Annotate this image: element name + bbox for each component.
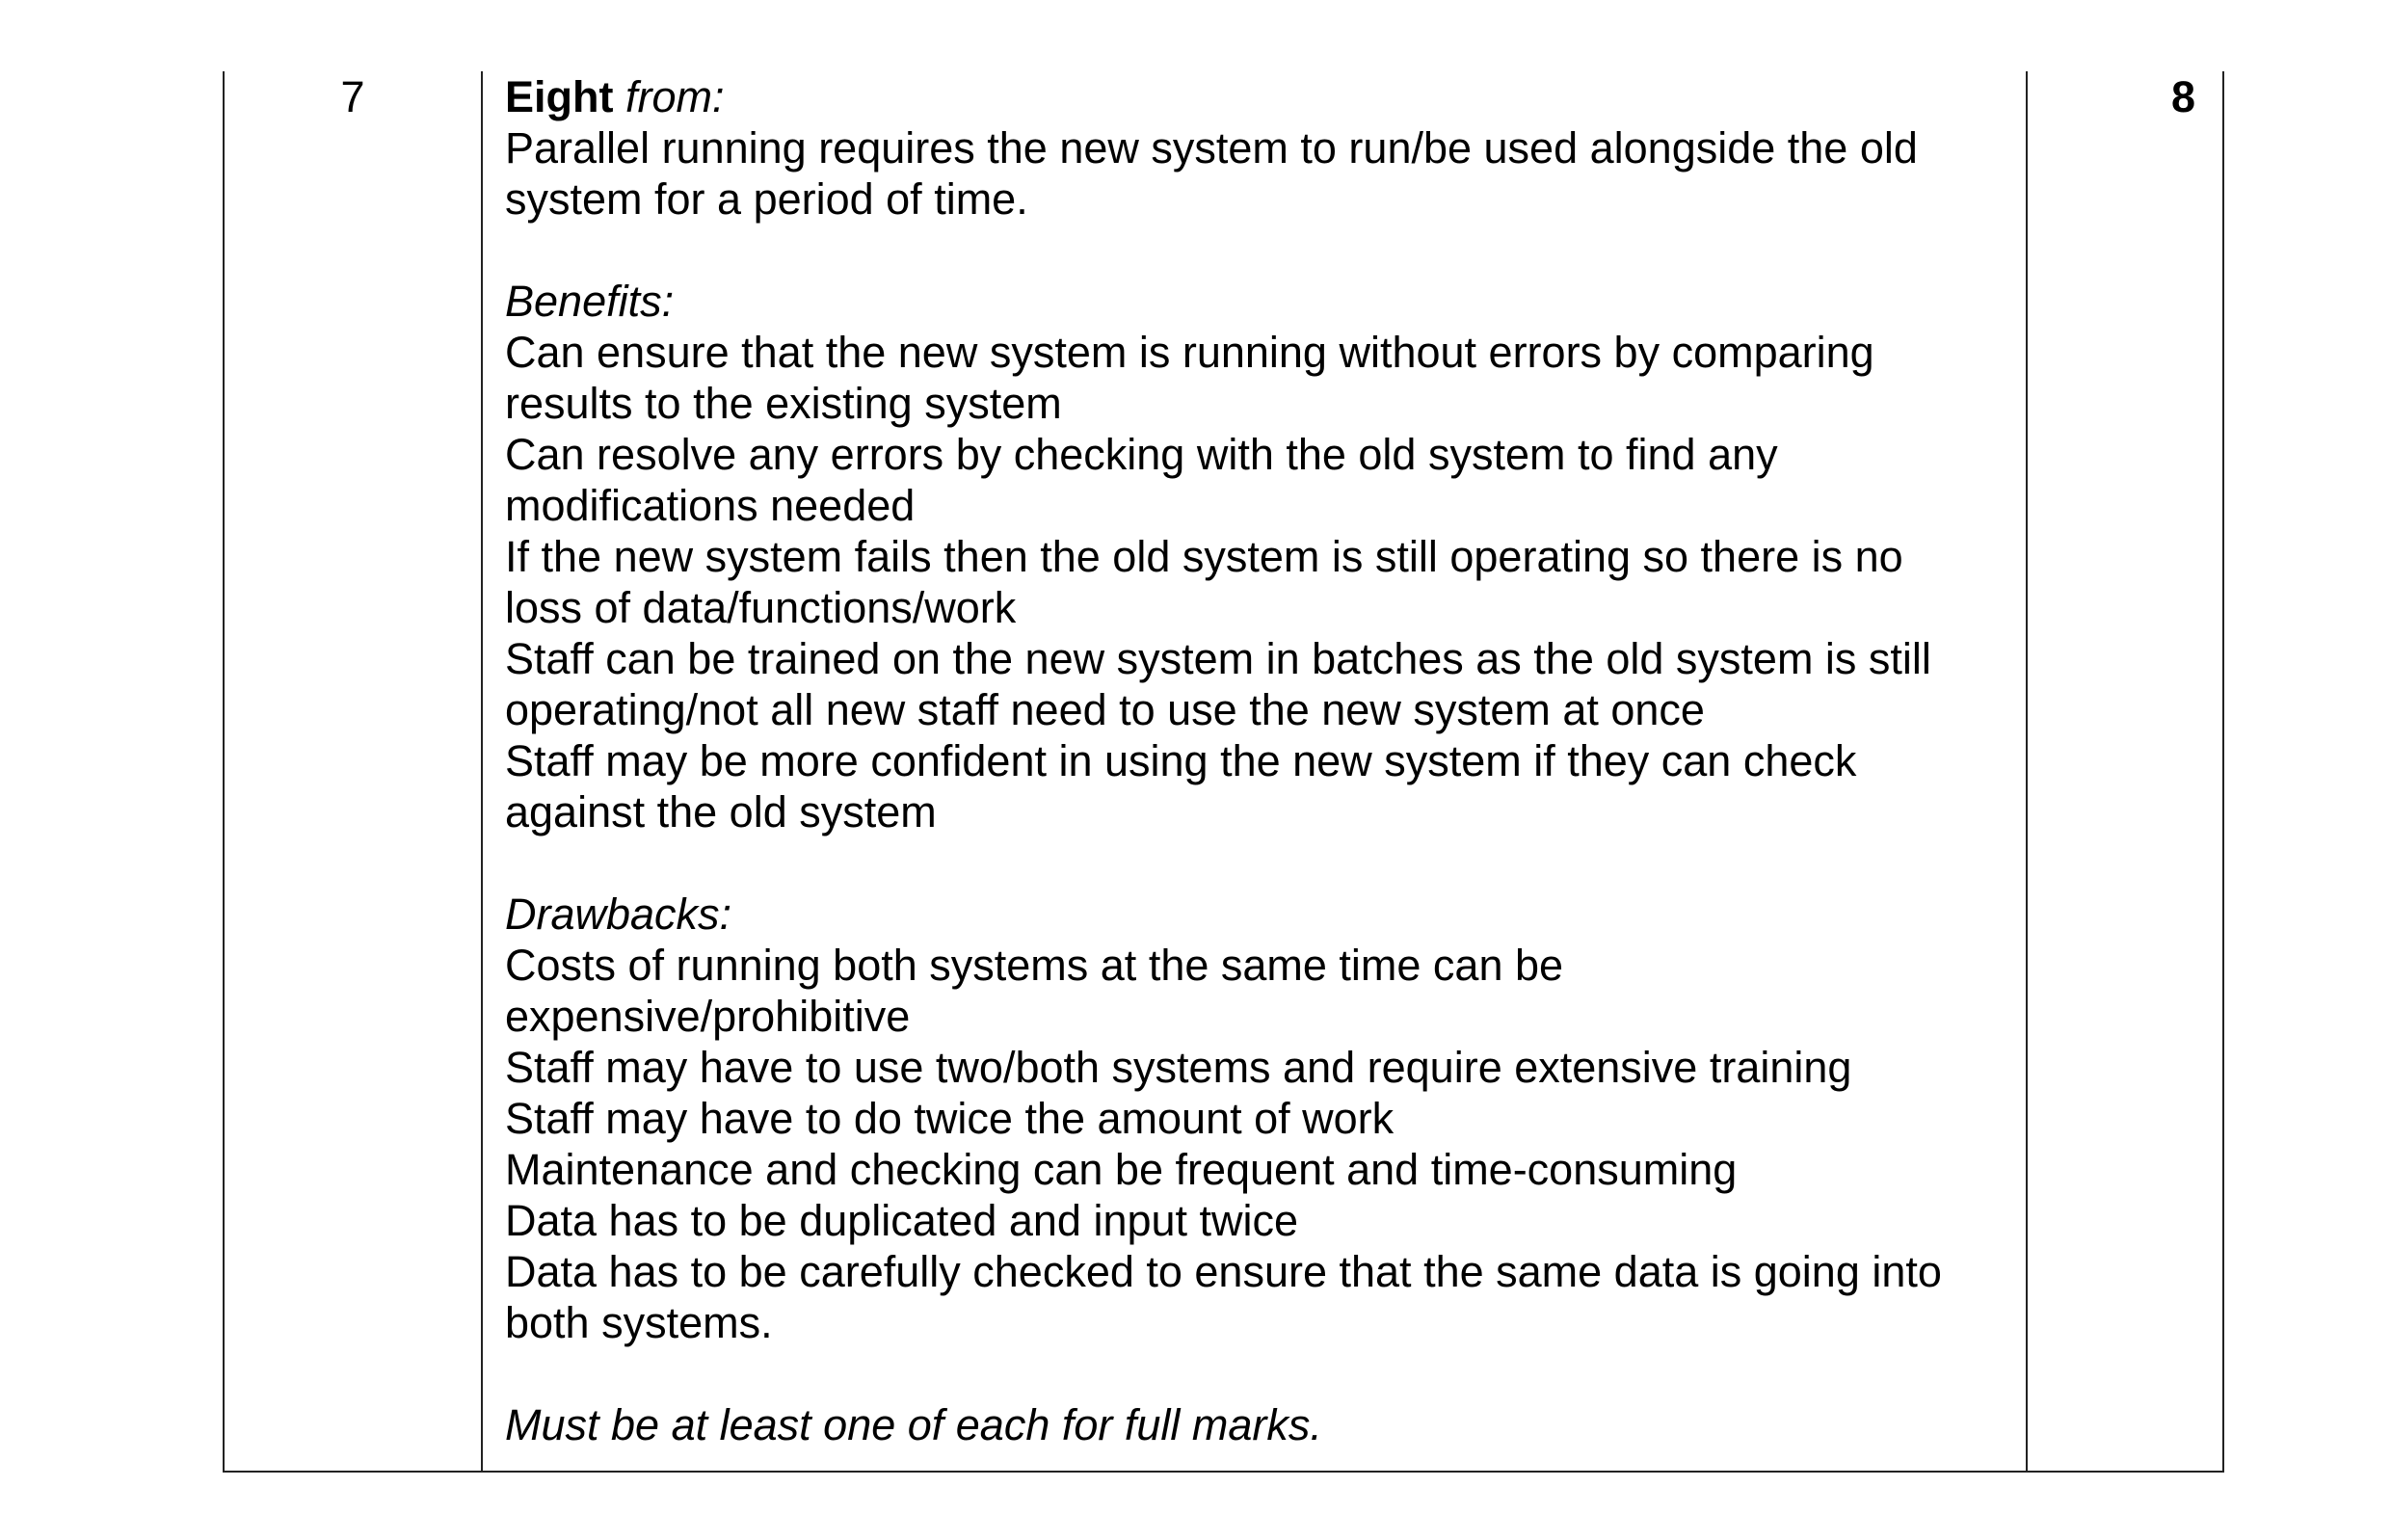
- benefit-line: modifications needed: [505, 481, 916, 530]
- drawback-line: Staff may have to do twice the amount of work: [505, 1094, 1395, 1143]
- benefit-line: Staff may be more confident in using the new system if they can check: [505, 736, 1857, 785]
- drawback-line: both systems.: [505, 1298, 773, 1347]
- intro-line: system for a period of time.: [505, 174, 1028, 224]
- question-number: 7: [340, 72, 365, 121]
- benefit-line: Staff can be trained on the new system in batches as the old system is still: [505, 634, 1931, 683]
- drawback-line: Costs of running both systems at the same time can be: [505, 941, 1564, 990]
- drawbacks-label: Drawbacks:: [505, 889, 732, 939]
- drawback-line: Data has to be carefully checked to ensure that the same data is going into: [505, 1247, 1942, 1296]
- drawback-line: expensive/prohibitive: [505, 992, 911, 1041]
- benefit-line: Can ensure that the new system is running without errors by comparing: [505, 328, 1874, 377]
- benefit-line: against the old system: [505, 787, 937, 836]
- column-divider: [481, 71, 483, 1471]
- column-divider: [2026, 71, 2028, 1471]
- intro-line: Parallel running requires the new system to run/be used alongside the old: [505, 123, 1918, 173]
- marks-value: 8: [2170, 72, 2195, 121]
- footer-note: Must be at least one of each for full marks.: [505, 1400, 1322, 1449]
- benefit-line: loss of data/functions/work: [505, 583, 1017, 632]
- drawback-line: Staff may have to use two/both systems and require extensive training: [505, 1043, 1852, 1092]
- drawback-line: Data has to be duplicated and input twice: [505, 1196, 1299, 1245]
- answer-heading: [505, 71, 2008, 122]
- benefit-line: Can resolve any errors by checking with the old system to find any: [505, 430, 1778, 479]
- heading-italic: from:: [625, 72, 725, 121]
- benefit-line: operating/not all new staff need to use the new system at once: [505, 685, 1705, 734]
- heading-bold: Eight: [505, 72, 614, 121]
- answer-cell: [505, 71, 2008, 1450]
- benefit-line: results to the existing system: [505, 379, 1062, 428]
- benefit-line: If the new system fails then the old system is still operating so there is no: [505, 532, 1903, 581]
- drawback-line: Maintenance and checking can be frequent and time-consuming: [505, 1145, 1738, 1194]
- mark-scheme-table: [223, 71, 2224, 1473]
- benefits-label: Benefits:: [505, 277, 675, 326]
